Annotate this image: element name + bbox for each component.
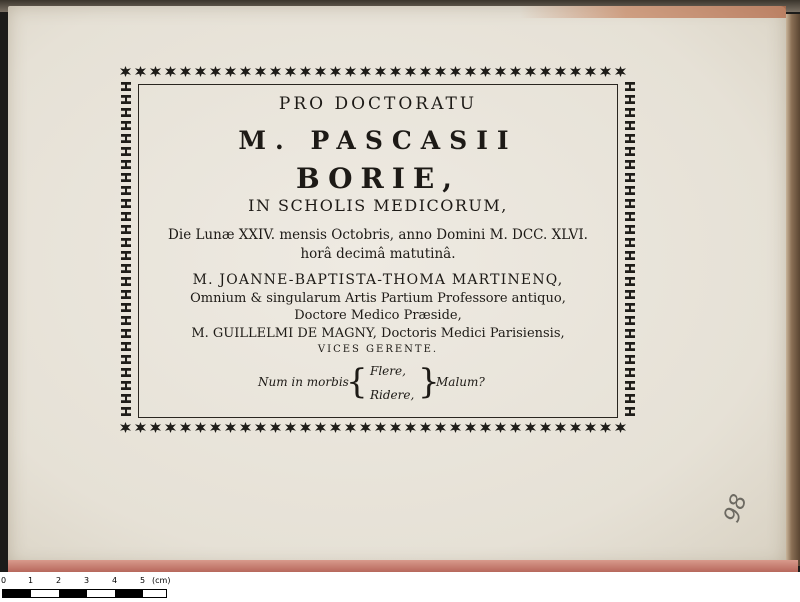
ornamental-border-top bbox=[118, 64, 628, 80]
page-edge-stain bbox=[520, 6, 786, 18]
border-ornament bbox=[568, 64, 583, 80]
border-ornament bbox=[253, 64, 268, 80]
border-ornament bbox=[478, 64, 493, 80]
border-ornament bbox=[313, 420, 328, 436]
date-line: Die Lunæ XXIV. mensis Octobris, anno Domini M. DCC. XLVI. bbox=[168, 227, 588, 243]
border-ornament bbox=[598, 64, 613, 80]
border-ornament bbox=[538, 64, 553, 80]
heading-pro-doctoratu: PRO DOCTORATU bbox=[278, 94, 478, 114]
border-ornament bbox=[553, 420, 568, 436]
scale-tick-label: 4 bbox=[112, 576, 118, 585]
border-ornament bbox=[178, 420, 193, 436]
right-brace-icon: } bbox=[418, 362, 440, 402]
thesis-question bbox=[118, 360, 638, 410]
border-ornament bbox=[568, 420, 583, 436]
border-ornament bbox=[208, 420, 223, 436]
border-ornament bbox=[553, 64, 568, 80]
border-ornament bbox=[208, 64, 223, 80]
scale-labels bbox=[0, 576, 200, 588]
border-ornament bbox=[433, 420, 448, 436]
scale-tick-label: 5 bbox=[140, 576, 146, 585]
border-ornament bbox=[193, 420, 208, 436]
scale-tick-label: 2 bbox=[56, 576, 62, 585]
border-ornament bbox=[118, 420, 133, 436]
candidate-first-name: M. PASCASII bbox=[238, 126, 518, 155]
border-ornament bbox=[343, 420, 358, 436]
question-option-bottom: Ridere, bbox=[370, 388, 415, 402]
border-ornament bbox=[583, 420, 598, 436]
border-ornament bbox=[283, 64, 298, 80]
question-left: Num in morbis bbox=[258, 375, 349, 389]
scale-bar bbox=[0, 572, 800, 602]
president-title: Omnium & singularum Artis Partium Professore antiquo, bbox=[190, 291, 566, 306]
border-ornament bbox=[163, 420, 178, 436]
scale-ruler bbox=[2, 589, 167, 598]
border-ornament bbox=[373, 64, 388, 80]
border-ornament bbox=[622, 80, 638, 93]
left-brace-icon: { bbox=[346, 362, 368, 402]
border-ornament bbox=[373, 420, 388, 436]
question-right: Malum? bbox=[436, 375, 485, 389]
title-frame bbox=[118, 64, 638, 438]
border-ornament bbox=[343, 64, 358, 80]
border-ornament bbox=[118, 80, 134, 93]
border-ornament bbox=[178, 64, 193, 80]
border-ornament bbox=[283, 420, 298, 436]
border-ornament bbox=[418, 420, 433, 436]
border-ornament bbox=[328, 64, 343, 80]
border-ornament bbox=[403, 420, 418, 436]
border-ornament bbox=[583, 64, 598, 80]
border-ornament bbox=[298, 64, 313, 80]
border-ornament bbox=[298, 420, 313, 436]
border-ornament bbox=[523, 420, 538, 436]
president-role: Doctore Medico Præside, bbox=[294, 308, 462, 323]
border-ornament bbox=[493, 420, 508, 436]
scale-tick-label: 3 bbox=[84, 576, 90, 585]
border-ornament bbox=[493, 64, 508, 80]
border-ornament bbox=[268, 64, 283, 80]
border-ornament bbox=[268, 420, 283, 436]
border-ornament bbox=[538, 420, 553, 436]
border-ornament bbox=[613, 420, 628, 436]
border-ornament bbox=[388, 64, 403, 80]
scale-tick-label: 1 bbox=[28, 576, 34, 585]
border-ornament bbox=[613, 64, 628, 80]
page-bottom-edge bbox=[8, 560, 798, 572]
candidate-surname: BORIE, bbox=[295, 162, 461, 195]
border-ornament bbox=[223, 64, 238, 80]
border-ornament bbox=[118, 64, 133, 80]
border-ornament bbox=[238, 420, 253, 436]
border-ornament bbox=[163, 64, 178, 80]
border-ornament bbox=[403, 64, 418, 80]
question-option-top: Flere, bbox=[370, 364, 406, 378]
border-ornament bbox=[463, 64, 478, 80]
border-ornament bbox=[358, 420, 373, 436]
border-ornament bbox=[523, 64, 538, 80]
deputy-role: VICES GERENTE. bbox=[317, 344, 439, 355]
border-ornament bbox=[433, 64, 448, 80]
scale-tick-label: 0 bbox=[1, 576, 7, 585]
border-ornament bbox=[223, 420, 238, 436]
border-ornament bbox=[313, 64, 328, 80]
border-ornament bbox=[388, 420, 403, 436]
border-ornament bbox=[508, 64, 523, 80]
deputy-name: M. GUILLELMI DE MAGNY, Doctoris Medici Parisiensis, bbox=[191, 326, 565, 341]
hour-line: horâ decimâ matutinâ. bbox=[300, 246, 456, 262]
venue-line: IN SCHOLIS MEDICORUM, bbox=[248, 196, 508, 215]
page-fore-edge bbox=[786, 14, 800, 566]
border-ornament bbox=[238, 64, 253, 80]
border-ornament bbox=[253, 420, 268, 436]
border-ornament bbox=[133, 420, 148, 436]
border-ornament bbox=[508, 420, 523, 436]
border-ornament bbox=[598, 420, 613, 436]
scale-unit-label: (cm) bbox=[152, 576, 171, 585]
border-ornament bbox=[148, 64, 163, 80]
border-ornament bbox=[148, 420, 163, 436]
president-name: M. JOANNE-BAPTISTA-THOMA MARTINENQ, bbox=[192, 272, 564, 288]
border-ornament bbox=[358, 64, 373, 80]
border-ornament bbox=[463, 420, 478, 436]
border-ornament bbox=[478, 420, 493, 436]
border-ornament bbox=[328, 420, 343, 436]
border-ornament bbox=[448, 64, 463, 80]
ornamental-border-bottom bbox=[118, 420, 628, 436]
border-ornament bbox=[448, 420, 463, 436]
pencil-folio-number: 98 bbox=[719, 491, 753, 526]
border-ornament bbox=[193, 64, 208, 80]
border-ornament bbox=[133, 64, 148, 80]
border-ornament bbox=[418, 64, 433, 80]
